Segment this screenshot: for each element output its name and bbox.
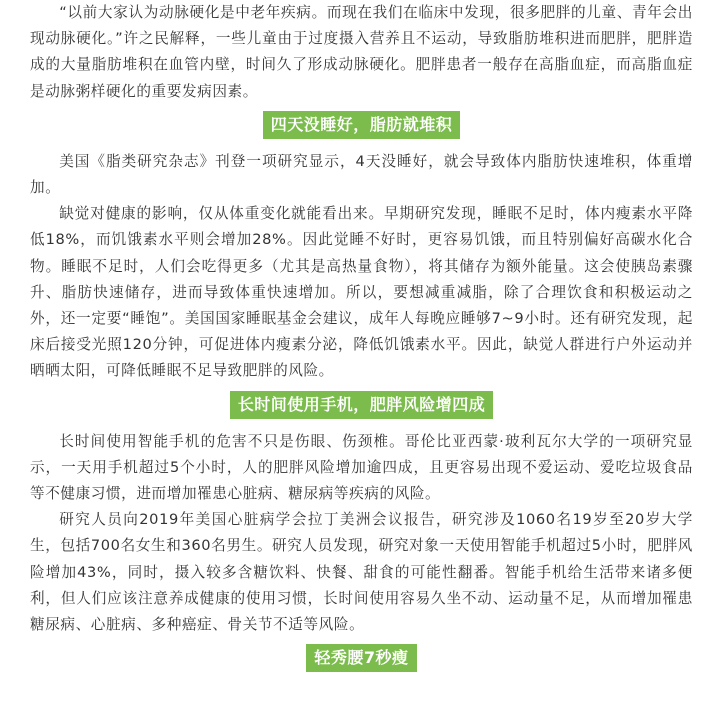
section-heading-waist-wrap [30, 644, 693, 676]
section-heading-sleep: 四天没睡好，脂肪就堆积 [263, 111, 461, 139]
paragraph-phone-risk: 长时间使用智能手机的危害不只是伤眼、伤颈椎。哥伦比亚西蒙·玻利瓦尔大学的一项研究显示，一天用手机超过5个小时，人的肥胖风险增加逾四成，且更容易出现不爱运动、爱吃垃圾食品等不健康习惯，进而增加罹患心脏病、糖尿病等疾病的风险。 [30, 432, 693, 503]
paragraph-sleep-study: 美国《脂类研究杂志》刊登一项研究显示，4天没睡好，就会导致体内脂肪快速堆积，体重增加。 [30, 152, 693, 197]
section-heading-waist: 轻秀腰7秒瘦 [306, 644, 416, 672]
paragraph-sleep-effects: 缺觉对健康的影响，仅从体重变化就能看出来。早期研究发现，睡眠不足时，体内瘦素水平降低18%，而饥饿素水平则会增加28%。因此觉睡不好时，更容易饥饿，而且特别偏好高碳水化合物。睡眠不足时，人们会吃得更多（尤其是高热量食物），将其储存为额外能量。这会使胰岛素骤升、脂肪快速储存，进而导致体重快速增加。所以，要想减重减脂，除了合理饮食和积极运动之外，还一定要“睡饱”。美国国家睡眠基金会建议，成年人每晚应睡够7~9小时。还有研究发现，起床后接受光照120分钟，可促进体内瘦素分泌，降低饥饿素水平。因此，缺觉人群进行户外运动并晒晒太阳，可降低睡眠不足导致肥胖的风险。 [30, 205, 693, 380]
paragraph-arteriosclerosis: “以前大家认为动脉硬化是中老年疾病。而现在我们在临床中发现，很多肥胖的儿童、青年会出现动脉硬化。”许之民解释，一些儿童由于过度摄入营养且不运动，导致脂肪堆积进而肥胖，肥胖造成的大量脂肪堆积在血管内壁，时间久了形成动脉硬化。肥胖患者一般存在高脂血症，而高脂血症是动脉粥样硬化的重要发病因素。 [30, 4, 693, 100]
paragraph-phone-study: 研究人员向2019年美国心脏病学会拉丁美洲会议报告，研究涉及1060名19岁至20岁大学生，包括700名女生和360名男生。研究人员发现，研究对象一天使用智能手机超过5小时，肥胖风险增加43%，同时，摄入较多含糖饮料、快餐、甜食的可能性翻番。智能手机给生活带来诸多便利，但人们应该注意养成健康的使用习惯，长时间使用容易久坐不动、运动量不足，从而增加罹患糖尿病、心脏病、多种癌症、骨关节不适等风险。 [30, 511, 693, 634]
section-heading-phone: 长时间使用手机，肥胖风险增四成 [230, 391, 494, 419]
section-heading-sleep-wrap [30, 111, 693, 143]
section-heading-phone-wrap [30, 391, 693, 423]
